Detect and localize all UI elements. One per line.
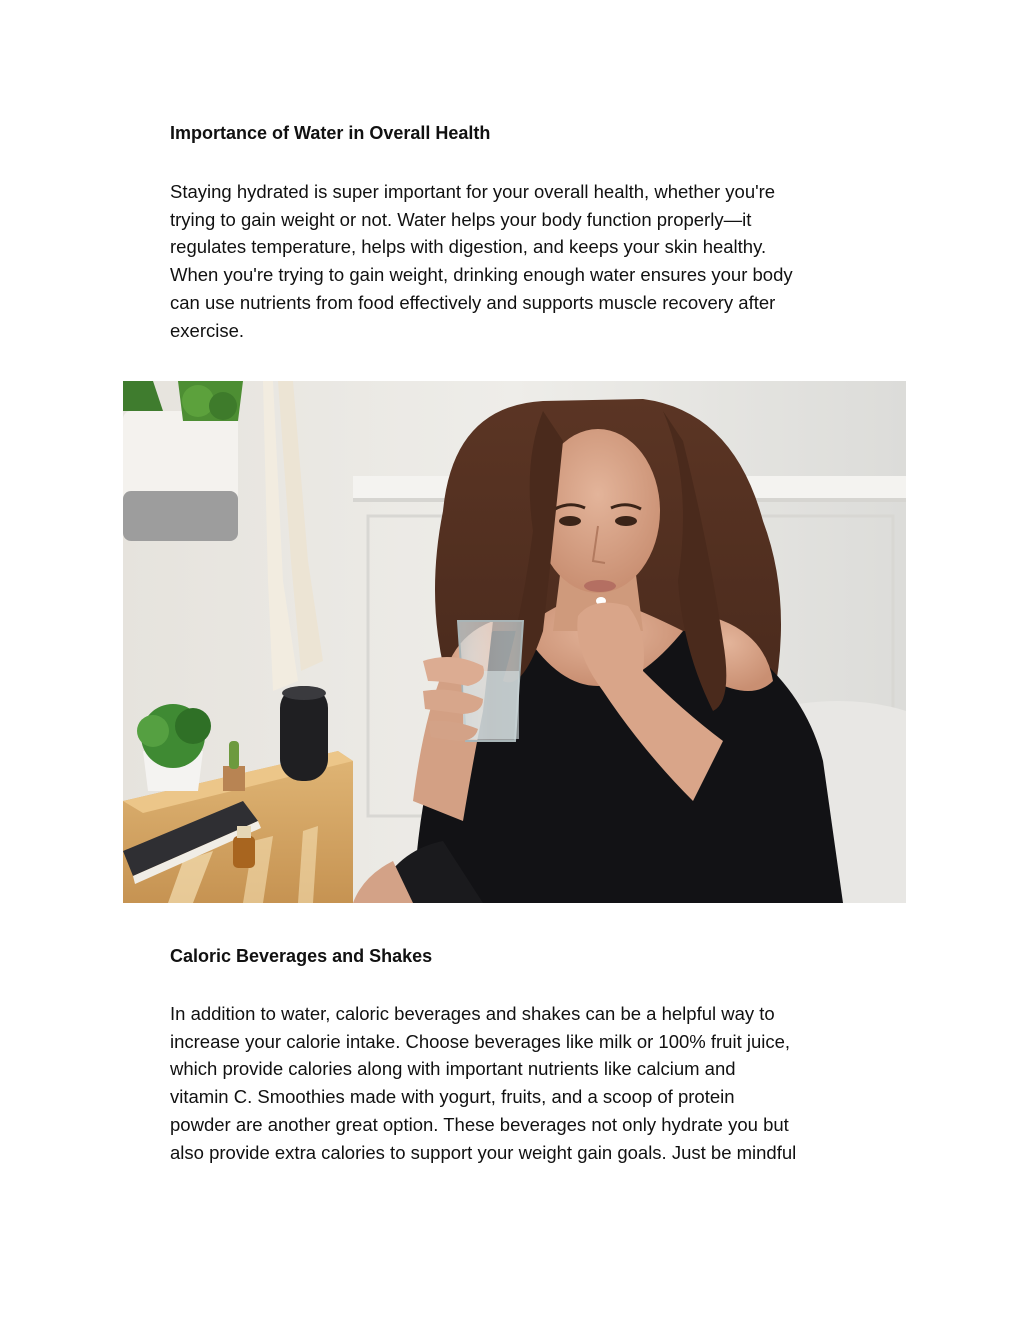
section-heading-caloric-beverages: Caloric Beverages and Shakes — [170, 946, 433, 966]
paragraph-line: trying to gain weight or not. Water helps your body function properly—it — [170, 208, 752, 230]
paragraph-caloric-beverages — [170, 1000, 870, 1166]
paragraph-line: In addition to water, caloric beverages and shakes can be a helpful way to — [170, 1003, 775, 1024]
paragraph-line: powder are another great option. These beverages not only hydrate you but — [170, 1113, 789, 1135]
paragraph-line: also provide extra calories to support your weight gain goals. Just be mindful — [170, 1141, 797, 1163]
paragraph-line: vitamin C. Smoothies made with yogurt, fruits, and a scoop of protein — [170, 1086, 735, 1108]
paragraph-line: regulates temperature, helps with digestion, and keeps your skin healthy. — [170, 236, 767, 258]
paragraph-line: Staying hydrated is super important for your overall health, whether you're — [170, 181, 776, 202]
woman-holding-water-glass-and-pill-icon — [123, 381, 906, 903]
paragraph-line: increase your calorie intake. Choose beverages like milk or 100% fruit juice, — [170, 1030, 791, 1052]
paragraph-line: can use nutrients from food effectively and supports muscle recovery after — [170, 291, 776, 313]
paragraph-line: When you're trying to gain weight, drinking enough water ensures your body — [170, 264, 793, 286]
section-heading-water-health: Importance of Water in Overall Health — [170, 123, 491, 143]
paragraph-line: which provide calories along with important nutrients like calcium and — [170, 1058, 736, 1080]
paragraph-line: exercise. — [170, 319, 245, 341]
paragraph-water-health — [170, 178, 870, 344]
